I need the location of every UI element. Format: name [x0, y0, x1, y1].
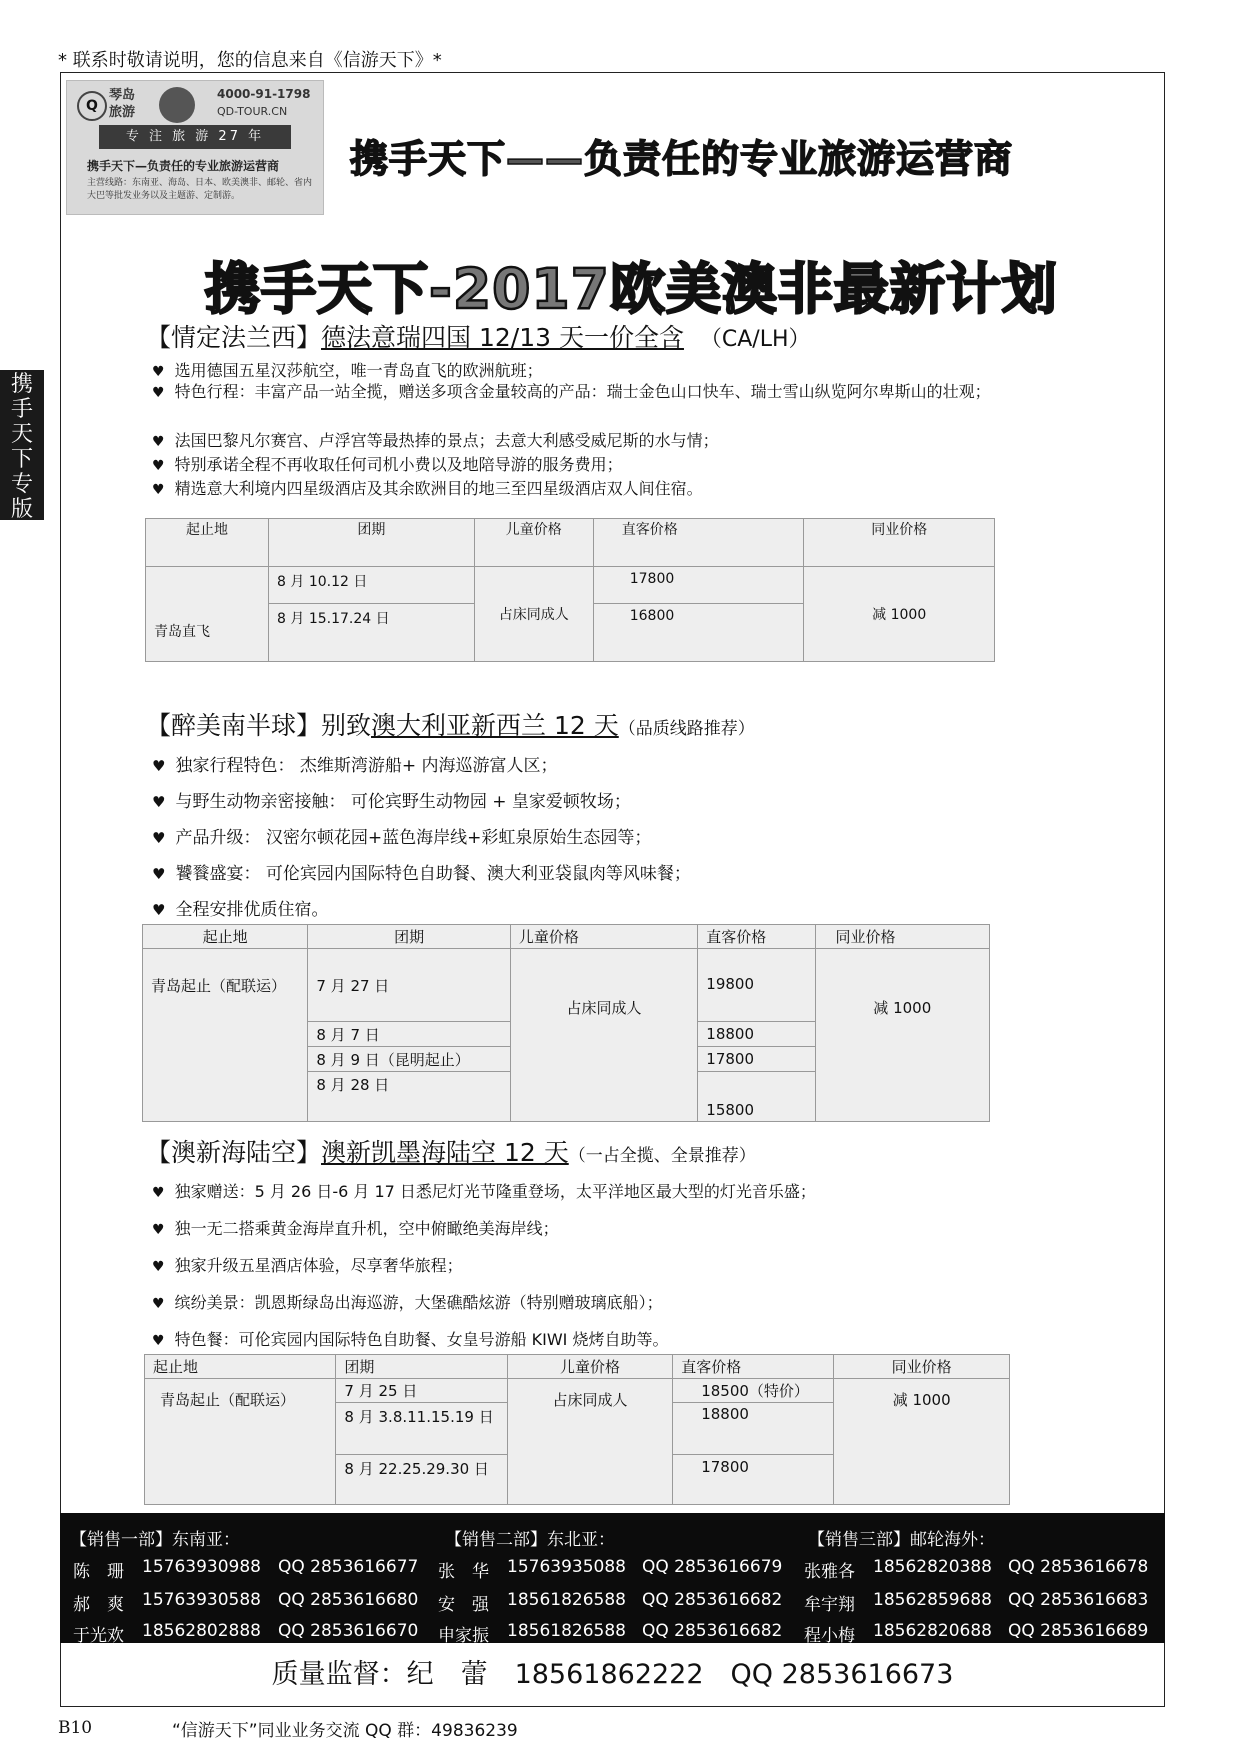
contact-phone: 18562859688	[873, 1590, 992, 1610]
table-header: 儿童价格	[507, 1355, 672, 1379]
heart-icon: ♥	[152, 1333, 165, 1349]
table-cell: 减 1000	[804, 567, 995, 662]
table-cell: 减 1000	[815, 949, 989, 1122]
source-note: * 联系时敬请说明，您的信息来自《信游天下》*	[58, 50, 442, 71]
heart-icon: ♥	[152, 1222, 165, 1238]
heart-icon: ♥	[152, 364, 165, 380]
list-item: ♥ 特色行程：丰富产品一站全揽，赠送多项含金量较高的产品：瑞士金色山口快车、瑞士雪山纵览阿尔卑斯山的壮观；	[152, 382, 991, 401]
list-item: ♥ 精选意大利境内四星级酒店及其余欧洲目的地三至四星级酒店双人间住宿。	[152, 479, 703, 498]
contact-phone: 18561826588	[507, 1621, 626, 1641]
list-item: ♥ 与野生动物亲密接触： 可伦宾野生动物园 + 皇家爱顿牧场；	[152, 792, 631, 812]
table-header: 直客价格	[593, 519, 804, 567]
price-table	[144, 1354, 1010, 1505]
contact-qq: QQ 2853616670	[278, 1621, 419, 1641]
contact-name: 安 强	[438, 1595, 489, 1615]
table-cell: 8 月 3.8.11.15.19 日	[336, 1403, 507, 1455]
list-item: ♥ 缤纷美景：凯恩斯绿岛出海巡游，大堡礁酷炫游（特别赠玻璃底船）；	[152, 1293, 663, 1312]
side-char: 版	[10, 497, 33, 522]
section-heading	[146, 1133, 756, 1169]
price-table	[142, 924, 990, 1122]
table-header: 同业价格	[815, 925, 989, 949]
mascot-icon	[159, 87, 195, 123]
contact-qq: QQ 2853616682	[642, 1621, 783, 1641]
contact-name: 于光欢	[73, 1626, 124, 1646]
section-note: （CA/LH）	[699, 327, 811, 352]
price-table	[145, 518, 995, 662]
contact-phone: 15763930588	[142, 1590, 261, 1610]
logo-phone: 4000-91-1798	[217, 87, 311, 101]
logo-slogan: 携手天下—负责任的专业旅游运营商	[87, 159, 280, 173]
table-cell: 16800	[593, 604, 804, 662]
table-cell: 18500（特价）	[673, 1379, 834, 1403]
contact-name: 申家振	[438, 1626, 489, 1646]
table-cell: 18800	[698, 1022, 815, 1047]
logo-brand: 琴岛 旅游	[109, 88, 136, 120]
side-char: 专	[10, 472, 33, 497]
page-title: 携手天下-2017欧美澳非最新计划	[205, 257, 1058, 321]
table-cell: 8 月 15.17.24 日	[269, 604, 475, 662]
section-note: （品质线路推荐）	[618, 719, 755, 739]
qq-group: “信游天下”同业业务交流 QQ 群：49836239	[172, 1721, 518, 1741]
table-cell: 8 月 9 日（昆明起止）	[308, 1047, 510, 1072]
heart-icon: ♥	[152, 385, 165, 401]
list-item: ♥ 选用德国五星汉莎航空，唯一青岛直飞的欧洲航班；	[152, 361, 543, 380]
table-cell: 7 月 25 日	[336, 1379, 507, 1403]
table-cell: 8 月 28 日	[308, 1072, 510, 1122]
contact-phone: 18561826588	[507, 1590, 626, 1610]
table-cell: 减 1000	[834, 1379, 1010, 1505]
table-header: 团期	[269, 519, 475, 567]
table-header: 起止地	[146, 519, 269, 567]
side-char: 携	[10, 372, 33, 397]
table-cell: 占床同成人	[510, 949, 697, 1122]
table-cell: 15800	[698, 1072, 815, 1122]
side-char: 下	[10, 447, 33, 472]
contact-name: 牟宇翔	[804, 1595, 855, 1615]
table-header: 团期	[336, 1355, 507, 1379]
table-cell: 8 月 10.12 日	[269, 567, 475, 604]
contact-qq: QQ 2853616689	[1008, 1621, 1149, 1641]
list-item: ♥ 特色餐：可伦宾园内国际特色自助餐、女皇号游船 KIWI 烧烤自助等。	[152, 1330, 669, 1349]
side-tab	[0, 370, 44, 520]
heart-icon: ♥	[152, 1296, 165, 1312]
table-cell: 7 月 27 日	[308, 949, 510, 1022]
headline: 携手天下——负责任的专业旅游运营商	[350, 137, 1014, 181]
heart-icon: ♥	[152, 865, 166, 883]
heart-icon: ♥	[152, 1185, 165, 1201]
contact-qq: QQ 2853616682	[642, 1590, 783, 1610]
section-tag: 【情定法兰西】	[146, 323, 322, 352]
company-logo	[66, 80, 324, 215]
heart-icon: ♥	[152, 829, 166, 847]
list-item: ♥ 独家行程特色： 杰维斯湾游船+ 内海巡游富人区；	[152, 756, 558, 776]
table-cell: 17800	[673, 1455, 834, 1505]
dept-heading: 【销售二部】东北亚：	[445, 1530, 615, 1550]
quality-supervision: 质量监督：纪 蕾 18561862222 QQ 2853616673	[271, 1659, 954, 1690]
contact-phone: 18562820688	[873, 1621, 992, 1641]
section-tag: 【醉美南半球】	[146, 711, 322, 740]
table-header: 同业价格	[834, 1355, 1010, 1379]
dept-heading: 【销售三部】邮轮海外：	[808, 1530, 995, 1550]
heart-icon: ♥	[152, 901, 166, 919]
heart-icon: ♥	[152, 1259, 165, 1275]
table-header: 儿童价格	[510, 925, 697, 949]
section-name: 澳大利亚新西兰 12 天	[371, 711, 619, 740]
contact-qq: QQ 2853616683	[1008, 1590, 1149, 1610]
list-item: ♥ 特别承诺全程不再收取任何司机小费以及地陪导游的服务费用；	[152, 455, 623, 474]
section-name: 德法意瑞四国 12/13 天一价全含	[321, 323, 684, 352]
contact-qq: QQ 2853616677	[278, 1557, 419, 1577]
list-item: ♥ 独家升级五星酒店体验，尽享奢华旅程；	[152, 1256, 463, 1275]
logo-years: 专 注 旅 游 27 年	[99, 125, 291, 149]
section-heading	[146, 318, 811, 354]
contact-qq: QQ 2853616679	[642, 1557, 783, 1577]
logo-mark-icon: Q	[77, 91, 107, 121]
table-header: 儿童价格	[474, 519, 593, 567]
table-cell: 19800	[698, 949, 815, 1022]
contact-name: 陈 珊	[73, 1562, 124, 1582]
contact-name: 郝 爽	[73, 1595, 124, 1615]
section-tag: 【澳新海陆空】	[146, 1138, 322, 1167]
section-prefix: 别致	[321, 711, 372, 740]
list-item: ♥ 独一无二搭乘黄金海岸直升机，空中俯瞰绝美海岸线；	[152, 1219, 559, 1238]
contact-phone: 18562820388	[873, 1557, 992, 1577]
contact-phone: 15763930988	[142, 1557, 261, 1577]
section-name: 澳新凯墨海陆空 12 天	[321, 1138, 569, 1167]
table-cell: 17800	[698, 1047, 815, 1072]
table-header: 起止地	[145, 1355, 336, 1379]
table-cell: 17800	[593, 567, 804, 604]
section-heading	[146, 706, 755, 742]
list-item: ♥ 产品升级： 汉密尔顿花园+蓝色海岸线+彩虹泉原始生态园等；	[152, 828, 652, 848]
table-header: 起止地	[143, 925, 308, 949]
list-item: ♥ 独家赠送：5 月 26 日-6 月 17 日悉尼灯光节隆重登场，太平洋地区最大型的灯光音乐盛；	[152, 1182, 816, 1201]
list-item: ♥ 全程安排优质住宿。	[152, 900, 329, 920]
table-header: 团期	[308, 925, 510, 949]
list-item: ♥ 法国巴黎凡尔赛宫、卢浮宫等最热捧的景点；去意大利感受威尼斯的水与情；	[152, 431, 719, 450]
contact-phone: 15763935088	[507, 1557, 626, 1577]
sales-contacts	[60, 1513, 1165, 1646]
table-cell: 青岛起止（配联运）	[143, 949, 308, 1122]
contact-qq: QQ 2853616678	[1008, 1557, 1149, 1577]
table-cell: 占床同成人	[507, 1379, 672, 1505]
page-number: B10	[58, 1718, 93, 1738]
side-char: 手	[10, 397, 33, 422]
table-cell: 8 月 22.25.29.30 日	[336, 1455, 507, 1505]
list-item: ♥ 饕餮盛宴： 可伦宾园内国际特色自助餐、澳大利亚袋鼠肉等风味餐；	[152, 864, 691, 884]
contact-phone: 18562802888	[142, 1621, 261, 1641]
logo-website: QD-TOUR.CN	[217, 105, 288, 118]
table-cell: 青岛起止（配联运）	[145, 1379, 336, 1505]
contact-name: 张 华	[438, 1562, 489, 1582]
logo-lines: 主营线路：东南亚、海岛、日本、欧美澳非、邮轮、省内大巴等批发业务以及主题游、定制游。	[87, 178, 313, 201]
side-char: 天	[10, 422, 33, 447]
section-note: （一占全揽、全景推荐）	[568, 1146, 756, 1166]
heart-icon: ♥	[152, 458, 165, 474]
heart-icon: ♥	[152, 482, 165, 498]
heart-icon: ♥	[152, 757, 166, 775]
table-cell: 占床同成人	[474, 567, 593, 662]
table-cell: 青岛直飞	[146, 567, 269, 662]
heart-icon: ♥	[152, 434, 165, 450]
contact-name: 张雅各	[804, 1562, 855, 1582]
heart-icon: ♥	[152, 793, 166, 811]
table-header: 直客价格	[673, 1355, 834, 1379]
contact-qq: QQ 2853616680	[278, 1590, 419, 1610]
contact-name: 程小梅	[804, 1626, 855, 1646]
table-cell: 8 月 7 日	[308, 1022, 510, 1047]
table-header: 直客价格	[698, 925, 815, 949]
table-header: 同业价格	[804, 519, 995, 567]
table-cell: 18800	[673, 1403, 834, 1455]
dept-heading: 【销售一部】东南亚：	[70, 1530, 240, 1550]
